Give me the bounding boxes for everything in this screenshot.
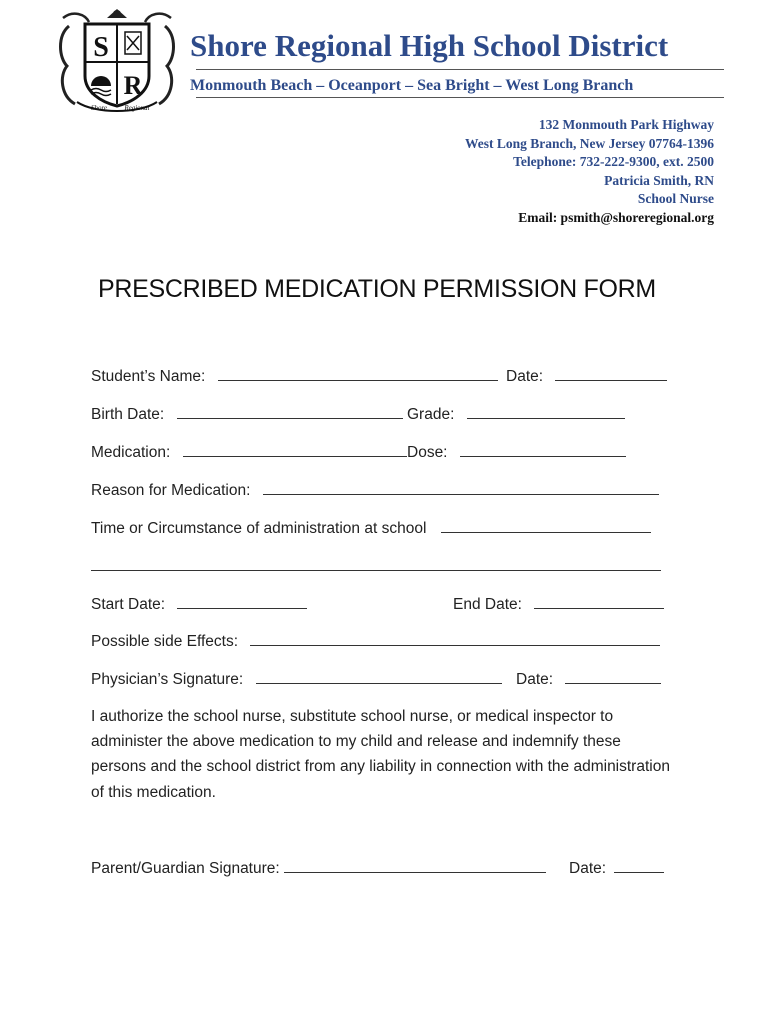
parent-date-label: Date: <box>569 860 607 877</box>
authorization-paragraph: I authorize the school nurse, substitute school nurse, or medical inspector to administer the above medication to my child and release and indemnify these persons and the school district from any liability in connection with the administration of this medication. <box>91 708 670 801</box>
reason-row <box>91 480 659 500</box>
student-name-row <box>91 366 498 386</box>
form-title: PRESCRIBED MEDICATION PERMISSION FORM <box>98 275 656 303</box>
parent-signature-row <box>91 858 546 878</box>
student-name-label: Student’s Name: <box>91 368 206 385</box>
dose-field[interactable] <box>460 442 626 457</box>
towns-line: Monmouth Beach – Oceanport – Sea Bright – West Long Branch <box>190 77 634 94</box>
time-circumstance-continuation-row <box>91 556 661 576</box>
date-row <box>506 366 667 386</box>
crest-ribbon-left: Shore <box>90 104 108 112</box>
time-circumstance-row <box>91 518 651 538</box>
start-date-row <box>91 594 307 614</box>
time-circumstance-label: Time or Circumstance of administration at school <box>91 520 427 537</box>
nurse-name: Patricia Smith, RN <box>604 172 714 188</box>
time-circumstance-field-line2[interactable] <box>91 556 661 571</box>
address-street: 132 Monmouth Park Highway <box>538 117 714 132</box>
physician-date-label: Date: <box>516 671 554 688</box>
physician-date-row <box>516 669 661 689</box>
physician-date-field[interactable] <box>565 669 661 684</box>
crest-letter-r: R <box>123 71 143 100</box>
student-name-field[interactable] <box>218 366 498 381</box>
crest-letter-s: S <box>93 32 109 63</box>
reason-field[interactable] <box>263 480 659 495</box>
school-crest-icon <box>55 6 179 114</box>
reason-label: Reason for Medication: <box>91 482 251 499</box>
date-label: Date: <box>506 368 544 385</box>
contact-block <box>465 116 714 228</box>
nurse-email: Email: psmith@shoreregional.org <box>518 209 714 225</box>
end-date-field[interactable] <box>534 594 664 609</box>
time-circumstance-field[interactable] <box>441 518 651 533</box>
grade-label: Grade: <box>407 406 455 423</box>
address-city: West Long Branch, New Jersey 07764-1396 <box>465 135 714 151</box>
grade-field[interactable] <box>467 404 625 419</box>
end-date-row <box>453 594 664 614</box>
date-field[interactable] <box>555 366 667 381</box>
nurse-title: School Nurse <box>637 191 714 207</box>
district-title: Shore Regional High School District <box>190 28 669 63</box>
parent-signature-label: Parent/Guardian Signature: <box>91 860 280 877</box>
parent-signature-field[interactable] <box>284 858 546 873</box>
medication-field[interactable] <box>183 442 407 457</box>
physician-signature-label: Physician’s Signature: <box>91 671 244 688</box>
parent-date-row <box>569 858 664 878</box>
towns-divider <box>196 97 724 98</box>
crest-ribbon-right: Regional <box>124 104 150 112</box>
parent-date-field[interactable] <box>614 858 664 873</box>
dose-label: Dose: <box>407 444 448 461</box>
start-date-label: Start Date: <box>91 596 166 613</box>
end-date-label: End Date: <box>453 596 522 613</box>
medication-label: Medication: <box>91 444 171 461</box>
dose-row <box>407 442 626 462</box>
birth-date-row <box>91 404 403 424</box>
title-divider <box>196 69 724 70</box>
side-effects-row <box>91 631 660 651</box>
birth-date-label: Birth Date: <box>91 406 165 423</box>
address-phone: Telephone: 732-222-9300, ext. 2500 <box>513 154 714 170</box>
medication-row <box>91 442 407 462</box>
birth-date-field[interactable] <box>177 404 403 419</box>
side-effects-label: Possible side Effects: <box>91 633 239 650</box>
physician-signature-field[interactable] <box>256 669 502 684</box>
grade-row <box>407 404 625 424</box>
physician-signature-row <box>91 669 502 689</box>
side-effects-field[interactable] <box>250 631 660 646</box>
start-date-field[interactable] <box>177 594 307 609</box>
